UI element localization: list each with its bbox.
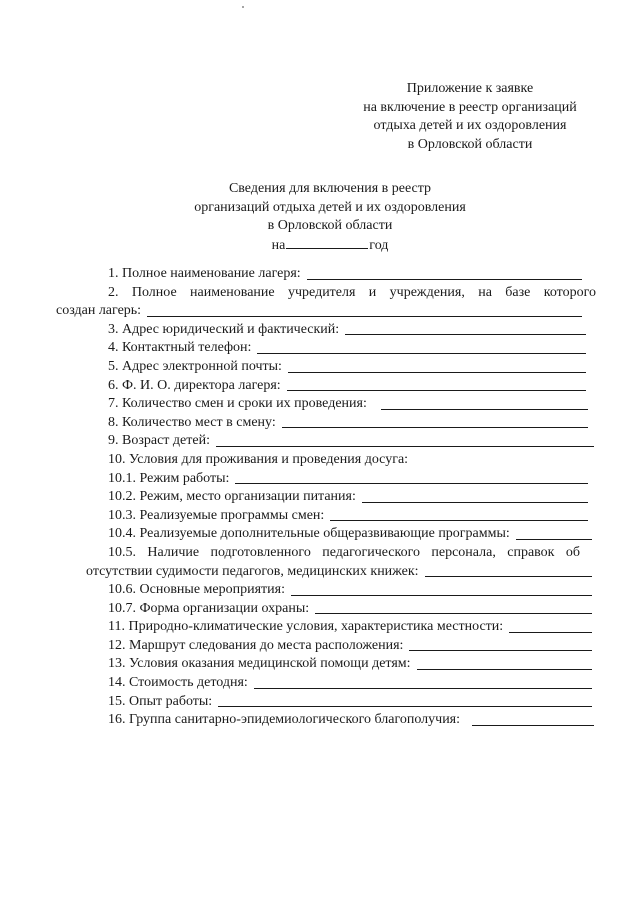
field-blank-12[interactable] (409, 649, 592, 651)
field-row-8 (108, 414, 588, 433)
appendix-line-2: на включение в реестр организаций (363, 99, 577, 115)
field-row-10-3 (108, 507, 588, 526)
year-blank-field[interactable] (286, 236, 368, 249)
document-title (180, 180, 480, 255)
field-blank-10-2[interactable] (362, 501, 588, 503)
field-label-7: 7. Количество смен и сроки их проведения: (108, 396, 367, 412)
year-prefix: на (271, 237, 286, 253)
field-blank-10-1[interactable] (235, 482, 588, 484)
field-blank-10-5[interactable] (425, 575, 592, 577)
field-row-7 (108, 395, 588, 414)
field-row-2-first (108, 284, 596, 303)
field-label-1: 1. Полное наименование лагеря: (108, 266, 301, 281)
field-blank-2[interactable] (147, 315, 582, 317)
field-blank-14[interactable] (254, 687, 592, 689)
field-row-9 (108, 432, 594, 451)
field-row-4 (108, 339, 586, 358)
field-label-10-4: 10.4. Реализуемые дополнительные общеразвивающие программы: (108, 526, 510, 542)
field-row-2-second (56, 302, 582, 321)
field-row-3 (108, 321, 586, 340)
title-line-1: Сведения для включения в реестр (228, 181, 432, 196)
field-row-11 (108, 618, 592, 637)
year-suffix: год (369, 237, 389, 253)
field-label-16: 16. Группа санитарно-эпидемиологического благополучия: (108, 712, 461, 728)
field-row-10-6 (108, 581, 592, 600)
title-year-line (180, 236, 480, 256)
field-label-14: 14. Стоимость детодня: (108, 675, 248, 691)
field-blank-11[interactable] (509, 631, 592, 633)
field-label-4: 4. Контактный телефон: (108, 340, 252, 356)
field-row-10-5-second (86, 563, 592, 582)
title-line-3: в Орловской области (267, 218, 393, 233)
field-label-9: 9. Возраст детей: (108, 433, 210, 449)
field-row-10-1 (108, 470, 588, 489)
field-blank-10-7[interactable] (315, 612, 592, 614)
field-blank-10-3[interactable] (330, 519, 588, 521)
field-row-10-7 (108, 600, 592, 619)
field-label-10-7: 10.7. Форма организации охраны: (108, 600, 310, 616)
field-blank-10-4[interactable] (516, 538, 592, 540)
appendix-line-1: Приложение к заявке (406, 81, 534, 96)
field-blank-3[interactable] (345, 333, 586, 335)
field-row-10-2 (108, 488, 588, 507)
field-blank-4[interactable] (257, 352, 586, 354)
field-blank-9[interactable] (216, 445, 594, 447)
field-blank-5[interactable] (288, 371, 586, 373)
field-label-5: 5. Адрес электронной почты: (108, 358, 282, 374)
field-blank-6[interactable] (287, 389, 586, 391)
field-blank-1[interactable] (307, 278, 582, 280)
form-fields (56, 265, 598, 730)
field-row-1 (108, 265, 582, 284)
field-label-6: 6. Ф. И. О. директора лагеря: (108, 377, 281, 393)
title-line-2: организаций отдыха детей и их оздоровления (194, 199, 466, 215)
field-label-10: 10. Условия для проживания и проведения досуга: (108, 451, 409, 467)
field-row-6 (108, 377, 586, 396)
field-blank-13[interactable] (417, 668, 592, 670)
field-row-16 (108, 711, 594, 730)
field-row-5 (108, 358, 586, 377)
field-label-2a: 2. Полное наименование учредителя и учреждения, на базе которого (108, 284, 596, 300)
field-blank-15[interactable] (218, 705, 592, 707)
appendix-line-4: в Орловской области (407, 136, 533, 152)
appendix-line-3: отдыха детей и их оздоровления (373, 118, 567, 133)
field-label-11: 11. Природно-климатические условия, характеристика местности: (108, 619, 504, 635)
field-label-10-1: 10.1. Режим работы: (108, 470, 230, 486)
field-label-10-3: 10.3. Реализуемые программы смен: (108, 507, 325, 523)
field-row-10-4 (108, 525, 592, 544)
field-label-2b: создан лагерь: (56, 303, 142, 319)
field-label-3: 3. Адрес юридический и фактический: (108, 321, 340, 337)
scan-speck (242, 6, 244, 8)
field-label-10-5a: 10.5. Наличие подготовленного педагогического персонала, справок об (108, 544, 580, 560)
field-label-8: 8. Количество мест в смену: (108, 414, 276, 430)
field-label-12: 12. Маршрут следования до места расположения: (108, 637, 404, 653)
field-row-13 (108, 655, 592, 674)
appendix-header (340, 80, 600, 154)
field-label-13: 13. Условия оказания медицинской помощи детям: (108, 656, 411, 672)
field-row-10-5-first (108, 544, 580, 563)
field-row-14 (108, 674, 592, 693)
field-row-10 (108, 451, 598, 470)
field-row-12 (108, 637, 592, 656)
field-label-10-6: 10.6. Основные мероприятия: (108, 582, 285, 598)
field-label-10-2: 10.2. Режим, место организации питания: (108, 489, 356, 505)
field-blank-8[interactable] (282, 426, 588, 428)
field-label-10-5b: отсутствии судимости педагогов, медицинских книжек: (86, 563, 419, 579)
field-blank-7[interactable] (381, 408, 588, 410)
field-row-15 (108, 693, 592, 712)
field-blank-10-6[interactable] (291, 594, 592, 596)
field-blank-16[interactable] (472, 724, 594, 726)
field-label-15: 15. Опыт работы: (108, 693, 213, 709)
